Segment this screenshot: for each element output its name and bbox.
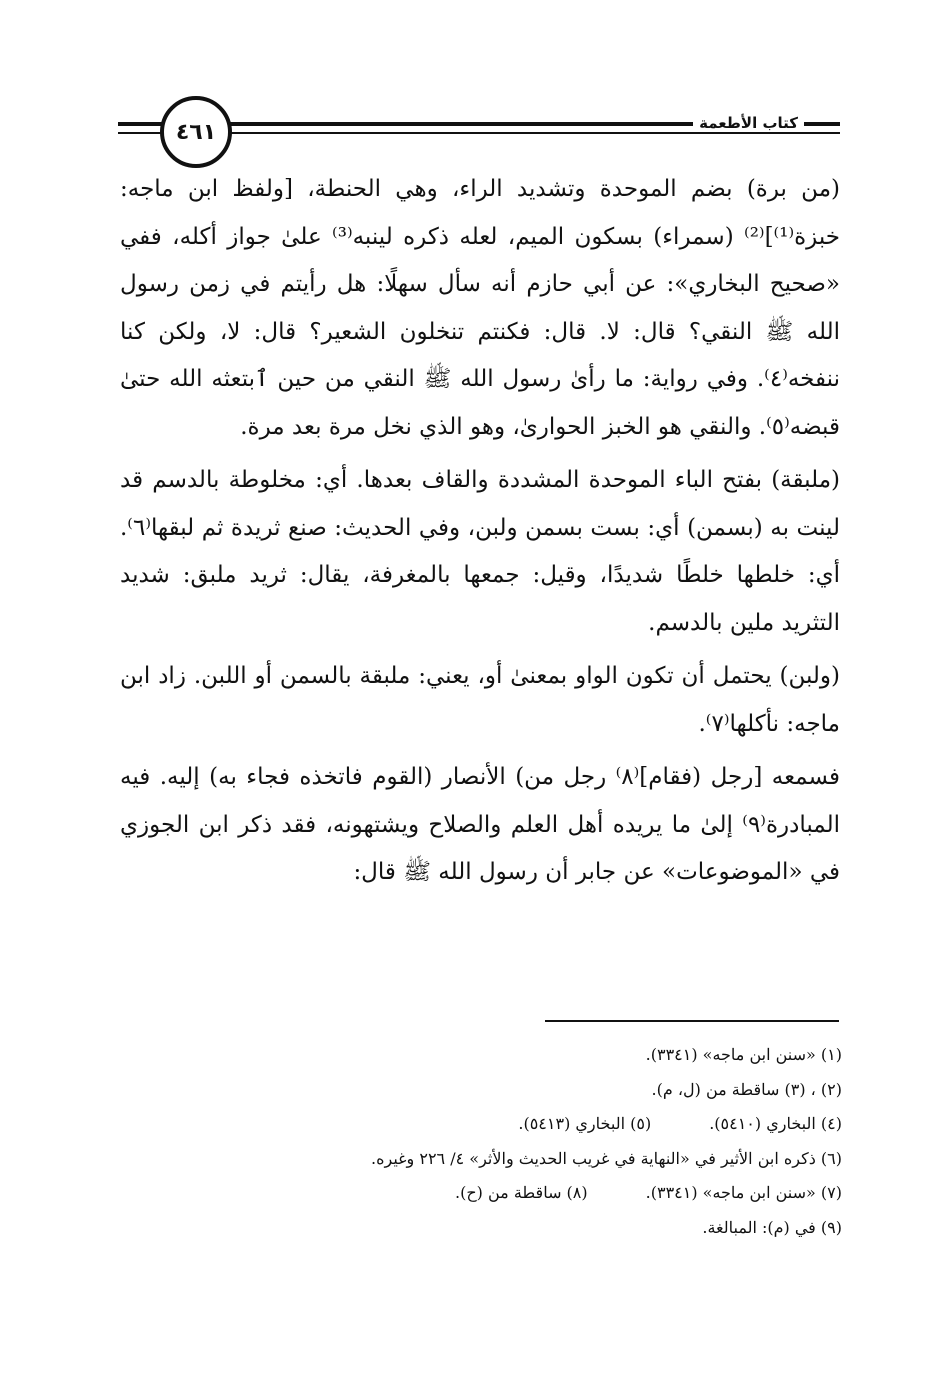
footnotes bbox=[142, 1038, 842, 1245]
paragraph-4: فسمعه [رجل (فقام]⁽٨⁾ رجل من) الأنصار (القوم فاتخذه فجاء به) إليه. فيه المبادرة⁽٩⁾ إلىٰ ما يريده أهل العلم والصلاح ويشتهونه، فقد ذكر ابن الجوزي في «الموضوعات» عن جابر أن رسول الله ﷺ قال: bbox=[120, 764, 840, 885]
footnote-9: (٩) في (م): المبالغة. bbox=[702, 1217, 842, 1237]
chapter-title: كتاب الأطعمة bbox=[693, 114, 804, 132]
footnote-7: (٧) «سنن ابن ماجه» (٣٣٤١). bbox=[645, 1183, 842, 1202]
footnote-1: (١) «سنن ابن ماجه» (٣٣٤١). bbox=[645, 1045, 842, 1064]
paragraph-1: (من برة) بضم الموحدة وتشديد الراء، وهي الحنطة، [ولفظ ابن ماجه: خبزة⁽¹⁾]⁽²⁾ (سمراء) بسكون الميم، لعله ذكره لينبه⁽³⁾ علىٰ جواز أكله، ففي «صحيح البخاري»: عن أبي حازم أنه سأل سهلًا: هل رأيتم في زمن رسول الله ﷺ النقي؟ قال: لا. قال: فكنتم تنخلون الشعير؟ قال: لا، ولكن كنا ننفخه⁽٤⁾. وفي رواية: ما رأىٰ رسول الله ﷺ النقي من حين ٱبتعثه الله حتىٰ قبضه⁽٥⁾. والنقي هو الخبز الحوارىٰ، وهو الذي نخل مرة بعد مرة. bbox=[120, 176, 840, 440]
footnote-4: (٤) البخاري (٥٤١٠). bbox=[709, 1114, 842, 1133]
footnote-row-7-8 bbox=[142, 1176, 842, 1211]
footnote-8: (٨) ساقطة من (ح). bbox=[455, 1183, 588, 1202]
page-header bbox=[118, 92, 840, 164]
main-text bbox=[120, 166, 840, 897]
footnote-row-4-5 bbox=[142, 1107, 842, 1142]
paragraph-2: (ملبقة) بفتح الباء الموحدة المشددة والقاف بعدها. أي: مخلوطة بالدسم قد لينت به (بسمن) أي: بست بسمن ولبن، وفي الحديث: صنع ثريدة ثم لبقها⁽٦⁾. أي: خلطها خلطًا شديدًا، وقيل: جمعها بالمغرفة، يقال: ثريد ملبق: شديد التثريد ملين بالدسم. bbox=[120, 467, 840, 636]
footnote-2-3: (٢) ، (٣) ساقطة من (ل، م). bbox=[651, 1079, 842, 1099]
footnote-5: (٥) البخاري (٥٤١٣). bbox=[518, 1114, 652, 1133]
footnote-6: (٦) ذكره ابن الأثير في «النهاية في غريب الحديث والأثر» ٤/ ٢٢٦ وغيره. bbox=[371, 1148, 842, 1168]
paragraph-3: (ولبن) يحتمل أن تكون الواو بمعنىٰ أو، يعني: ملبقة بالسمن أو اللبن. زاد ابن ماجه: نأكلها⁽٧⁾. bbox=[120, 663, 840, 737]
footnote-separator bbox=[545, 1020, 839, 1022]
page-number: ٤٦١ bbox=[160, 96, 232, 168]
